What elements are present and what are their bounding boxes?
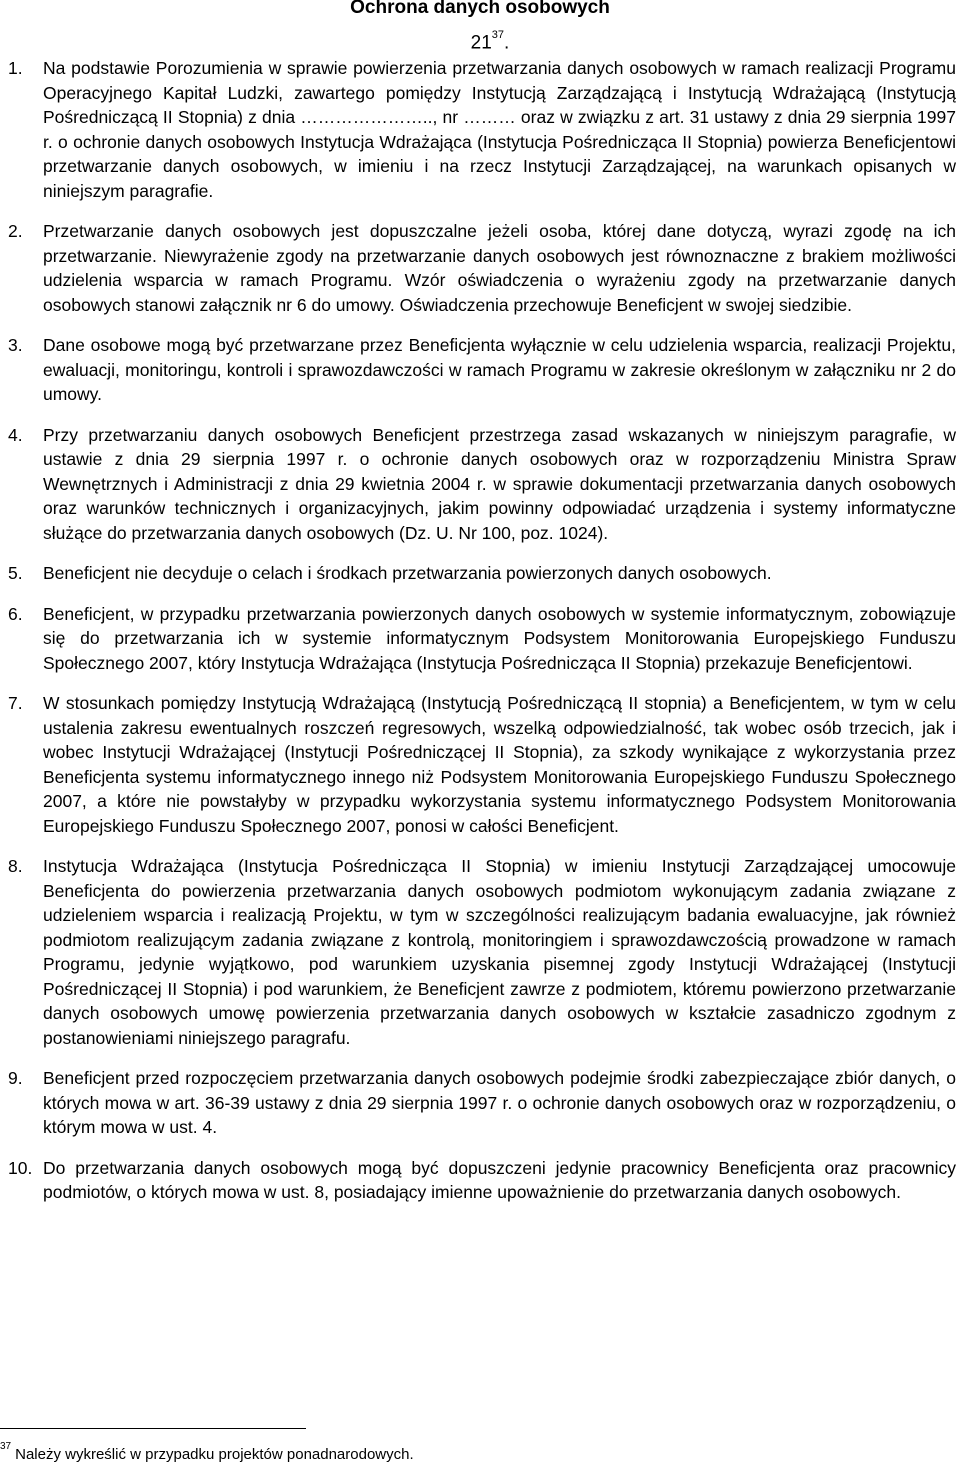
item-text: Beneficjent, w przypadku przetwarzania powierzonych danych osobowych w systemie informatycznym, zobowiązuje się do przetwarzania ich w systemie informatycznym Podsystem Monitorowania Europejskiego Funduszu Społecznego 2007, który Instytucja Wdrażająca (Instytucja Pośrednicząca II Stopnia) przekazuje Beneficjentowi. [43, 603, 956, 673]
document-title: Ochrona danych osobowych [350, 0, 610, 18]
item-number: 5. [8, 563, 23, 583]
item-number: 4. [8, 424, 23, 445]
item-number: 2. [8, 221, 23, 241]
list-item [8, 219, 956, 317]
list-item [8, 423, 956, 546]
paragraph-heading [0, 26, 960, 55]
item-number: 1. [8, 58, 23, 78]
list-item [8, 561, 956, 586]
item-text: Dane osobowe mogą być przetwarzane przez Beneficjenta wyłącznie w celu udzielenia wsparcia, realizacji Projektu, ewaluacji, monitoringu, kontroli i sprawozdawczości w ramach Programu w zakresie określonym w załączniku nr 2 do umowy. [43, 335, 956, 404]
list-item [8, 854, 956, 1050]
item-number: 9. [8, 1068, 23, 1088]
list-item [8, 333, 956, 407]
list-item [8, 56, 956, 203]
footnote-reference[interactable]: 37 [491, 29, 505, 41]
list-item [8, 1156, 956, 1205]
item-text: Beneficjent przed rozpoczęciem przetwarzania danych osobowych podejmie środki zabezpieczające zbiór danych, o których mowa w art. 36-39 ustawy z dnia 29 sierpnia 1997 r. o ochronie danych osobowych oraz w rozporządzeniu, o którym mowa w ust. 4. [43, 1068, 956, 1137]
item-text: Przy przetwarzaniu danych osobowych Beneficjent przestrzega zasad wskazanych w niniejszym paragrafie, w ustawie z dnia 29 sierpnia 1997 r. o ochronie danych osobowych oraz w rozporządzeniu Ministra Spraw Wewnętrznych i Administracji z dnia 29 kwietnia 2004 r. w sprawie dokumentacji przetwarzania danych osobowych oraz warunków technicznych i organizacyjnych, jakim powinny odpowiadać urządzenia i systemy informatyczne służące do przetwarzania danych osobowych (Dz. U. Nr 100, poz. 1024). [43, 424, 956, 543]
item-number: 7. [8, 693, 23, 713]
footnote-marker: 37 [0, 1441, 12, 1452]
item-number: 8. [8, 856, 23, 876]
item-text: Na podstawie Porozumienia w sprawie powierzenia przetwarzania danych osobowych w ramach realizacji Programu Operacyjnego Kapitał Ludzki, zawartego pomiędzy Instytucją Zarządzającą i Instytucją Wdrażającą (Instytucją Pośredniczącą II Stopnia) z dnia ………………….., nr ……… oraz w związku z art. 31 ustawy z dnia 29 sierpnia 1997 r. o ochronie danych osobowych Instytucja Wdrażająca (Instytucja Pośrednicząca II Stopnia) powierza Beneficjentowi przetwarzanie danych osobowych, w imieniu i na rzecz Instytucji Zarządzającej, na warunkach opisanych w niniejszym paragrafie. [43, 58, 956, 201]
paragraph-suffix: . [504, 32, 510, 54]
item-text: Beneficjent nie decyduje o celach i środkach przetwarzania powierzonych danych osobowych. [43, 563, 772, 583]
numbered-list [8, 56, 956, 1221]
item-number: 3. [8, 335, 23, 355]
footnote [0, 1441, 414, 1465]
item-text: Instytucja Wdrażająca (Instytucja Pośrednicząca II Stopnia) w imieniu Instytucji Zarządzającej umocowuje Beneficjenta do powierzenia przetwarzania danych osobowych podmiotom wykonującym zadania związane z udzieleniem wsparcia i realizacją Projektu, w tym w szczególności realizującym badania ewaluacyjne, jak również podmiotom realizującym zadania związane z kontrolą, monitoringiem i sprawozdawczością prowadzone w ramach Programu, jedynie wyjątkowo, pod warunkiem uzyskania pisemnej zgody Instytucji Wdrażającej (Instytucji Pośredniczącej II Stopnia) i pod warunkiem, że Beneficjent zawrze z podmiotem, któremu powierzono przetwarzanie danych osobowych umowę powierzenia przetwarzania danych osobowych w kształcie zasadniczo zgodnym z postanowieniami niniejszego paragrafu. [43, 856, 956, 1048]
item-text: Do przetwarzania danych osobowych mogą być dopuszczeni jedynie pracownicy Beneficjenta oraz pracownicy podmiotów, o których mowa w ust. 8, posiadający imienne upoważnienie do przetwarzania danych osobowych. [43, 1157, 956, 1202]
list-item [8, 691, 956, 838]
list-item [8, 602, 956, 676]
item-text: Przetwarzanie danych osobowych jest dopuszczalne jeżeli osoba, której dane dotyczą, wyrazi zgodę na ich przetwarzanie. Niewyrażenie zgody na przetwarzanie danych osobowych jest równoznaczne z brakiem możliwości udzielenia wsparcia w ramach Programu. Wzór oświadczenia o wyrażeniu zgody na przetwarzanie danych osobowych stanowi załącznik nr 6 do umowy. Oświadczenia przechowuje Beneficjent w swojej siedzibie. [43, 221, 956, 315]
footnote-text: Należy wykreślić w przypadku projektów ponadnarodowych. [15, 1446, 414, 1463]
item-text: W stosunkach pomiędzy Instytucją Wdrażającą (Instytucją Pośredniczącą II stopnia) a Beneficjentem, w tym w celu ustalenia zakresu ewentualnych roszczeń regresowych, wszelką odpowiedzialność, tak wobec osób trzecich, jak i wobec Instytucji Wdrażającej (Instytucji Pośredniczącej II Stopnia), za szkody wynikające z wykorzystania przez Beneficjenta systemu informatycznego innego niż Podsystem Monitorowania Europejskiego Funduszu Społecznego 2007, a które nie powstałyby w przypadku wykorzystania systemu informatycznego Podsystem Monitorowania Europejskiego Funduszu Społecznego 2007, ponosi w całości Beneficjent. [43, 693, 956, 836]
list-item [8, 1066, 956, 1140]
paragraph-number: 21 [470, 32, 492, 54]
footnote-divider [0, 1428, 306, 1429]
item-number: 6. [8, 603, 23, 624]
item-number: 10. [8, 1157, 33, 1178]
